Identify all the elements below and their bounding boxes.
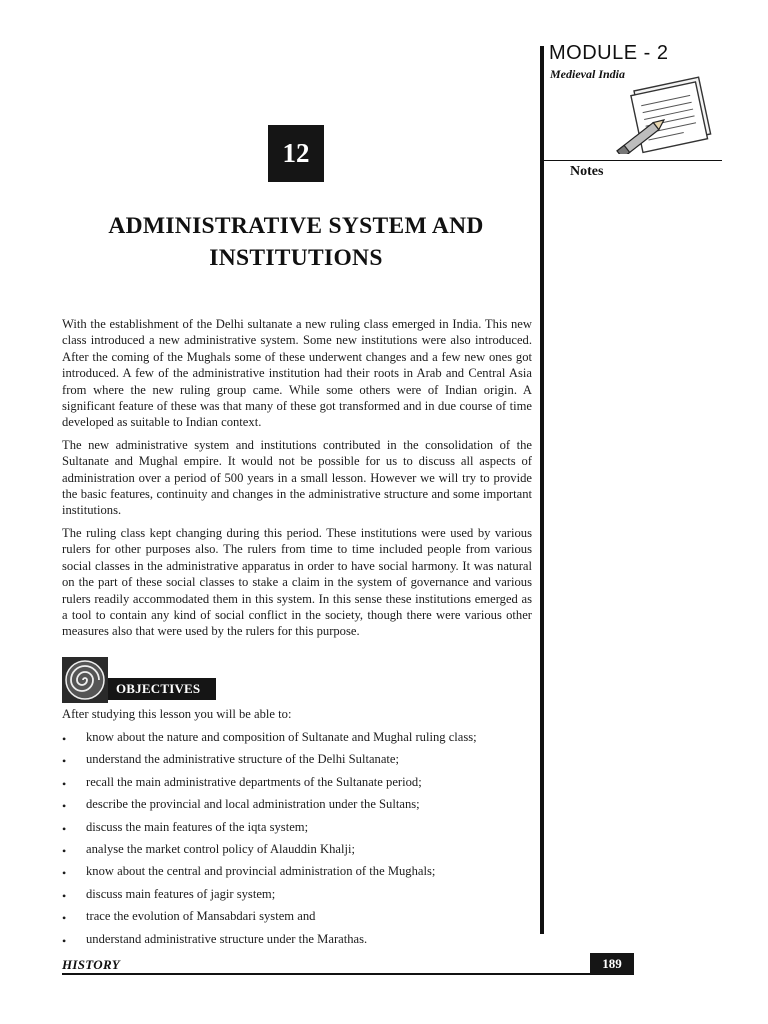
- list-item: • trace the evolution of Mansabdari system and: [62, 907, 532, 929]
- chapter-number: 12: [282, 138, 310, 168]
- list-item: • recall the main administrative departments of the Sultanate period;: [62, 773, 532, 795]
- list-item: • understand the administrative structure of the Delhi Sultanate;: [62, 750, 532, 772]
- objectives-heading: OBJECTIVES: [108, 678, 216, 700]
- chapter-title: [60, 210, 532, 274]
- list-item: • know about the nature and composition of Sultanate and Mughal ruling class;: [62, 728, 532, 750]
- notes-divider: [544, 160, 722, 161]
- page-number-box: [590, 953, 634, 974]
- notes-label: Notes: [570, 164, 604, 179]
- list-item: • understand administrative structure under the Marathas.: [62, 930, 532, 952]
- chapter-title-line-2: INSTITUTIONS: [209, 245, 383, 271]
- paragraph: With the establishment of the Delhi sultanate a new ruling class emerged in India. This new class introduced a new administrative system. Some new institutions were also introduced. After the coming of the Mughals some of these underwent changes and a few new ones got introduced. A few of the administrative institution had their roots in Arab and Central Asia from where the new ruling group came. While some others were of Indian origin. A significant feature of these was that many of these got transformed and in due course of time developed as suitable to Indian context.: [62, 317, 532, 430]
- page-number: 189: [602, 955, 622, 971]
- paragraph: The ruling class kept changing during this period. These institutions were used by various rulers for other purposes also. The rulers from time to time included people from various social classes in the administrative apparatus in order to have social harmony. It was natural on the part of these social classes to stake a claim in the system of governance and various rulers readily accommodated them in this system. In this sense these institutions emerged as a tool to contain any kind of social conflict in the society, though there were various other measures also that were used by the rulers for this purpose.: [62, 525, 532, 639]
- paragraph: The new administrative system and institutions contributed in the consolidation of the Sultanate and Mughal empire. It would not be possible for us to discuss all aspects of administration over a period of 500 years in a small lesson. However we will try to provide the basic features, continuity and changes in the administrative structure and some important institutions.: [62, 437, 532, 518]
- chapter-number-box: [268, 125, 324, 182]
- notepad-pencil-icon: [610, 76, 722, 154]
- list-item: • know about the central and provincial administration of the Mughals;: [62, 862, 532, 884]
- chapter-title-line-1: ADMINISTRATIVE SYSTEM AND: [108, 213, 484, 239]
- module-title: MODULE - 2: [549, 42, 669, 64]
- module-subtitle: Medieval India: [550, 67, 625, 81]
- margin-rule: [540, 46, 544, 934]
- list-item: • discuss the main features of the iqta system;: [62, 818, 532, 840]
- list-item: • analyse the market control policy of Alauddin Khalji;: [62, 840, 532, 862]
- lesson-introduction: [62, 316, 532, 646]
- footer-rule: [62, 973, 634, 975]
- objectives-intro: After studying this lesson you will be able to:: [62, 707, 292, 721]
- footer-subject: HISTORY: [62, 957, 120, 972]
- list-item: • describe the provincial and local administration under the Sultans;: [62, 795, 532, 817]
- list-item: • discuss main features of jagir system;: [62, 885, 532, 907]
- objectives-list: [62, 728, 532, 952]
- target-spiral-icon: [62, 657, 108, 703]
